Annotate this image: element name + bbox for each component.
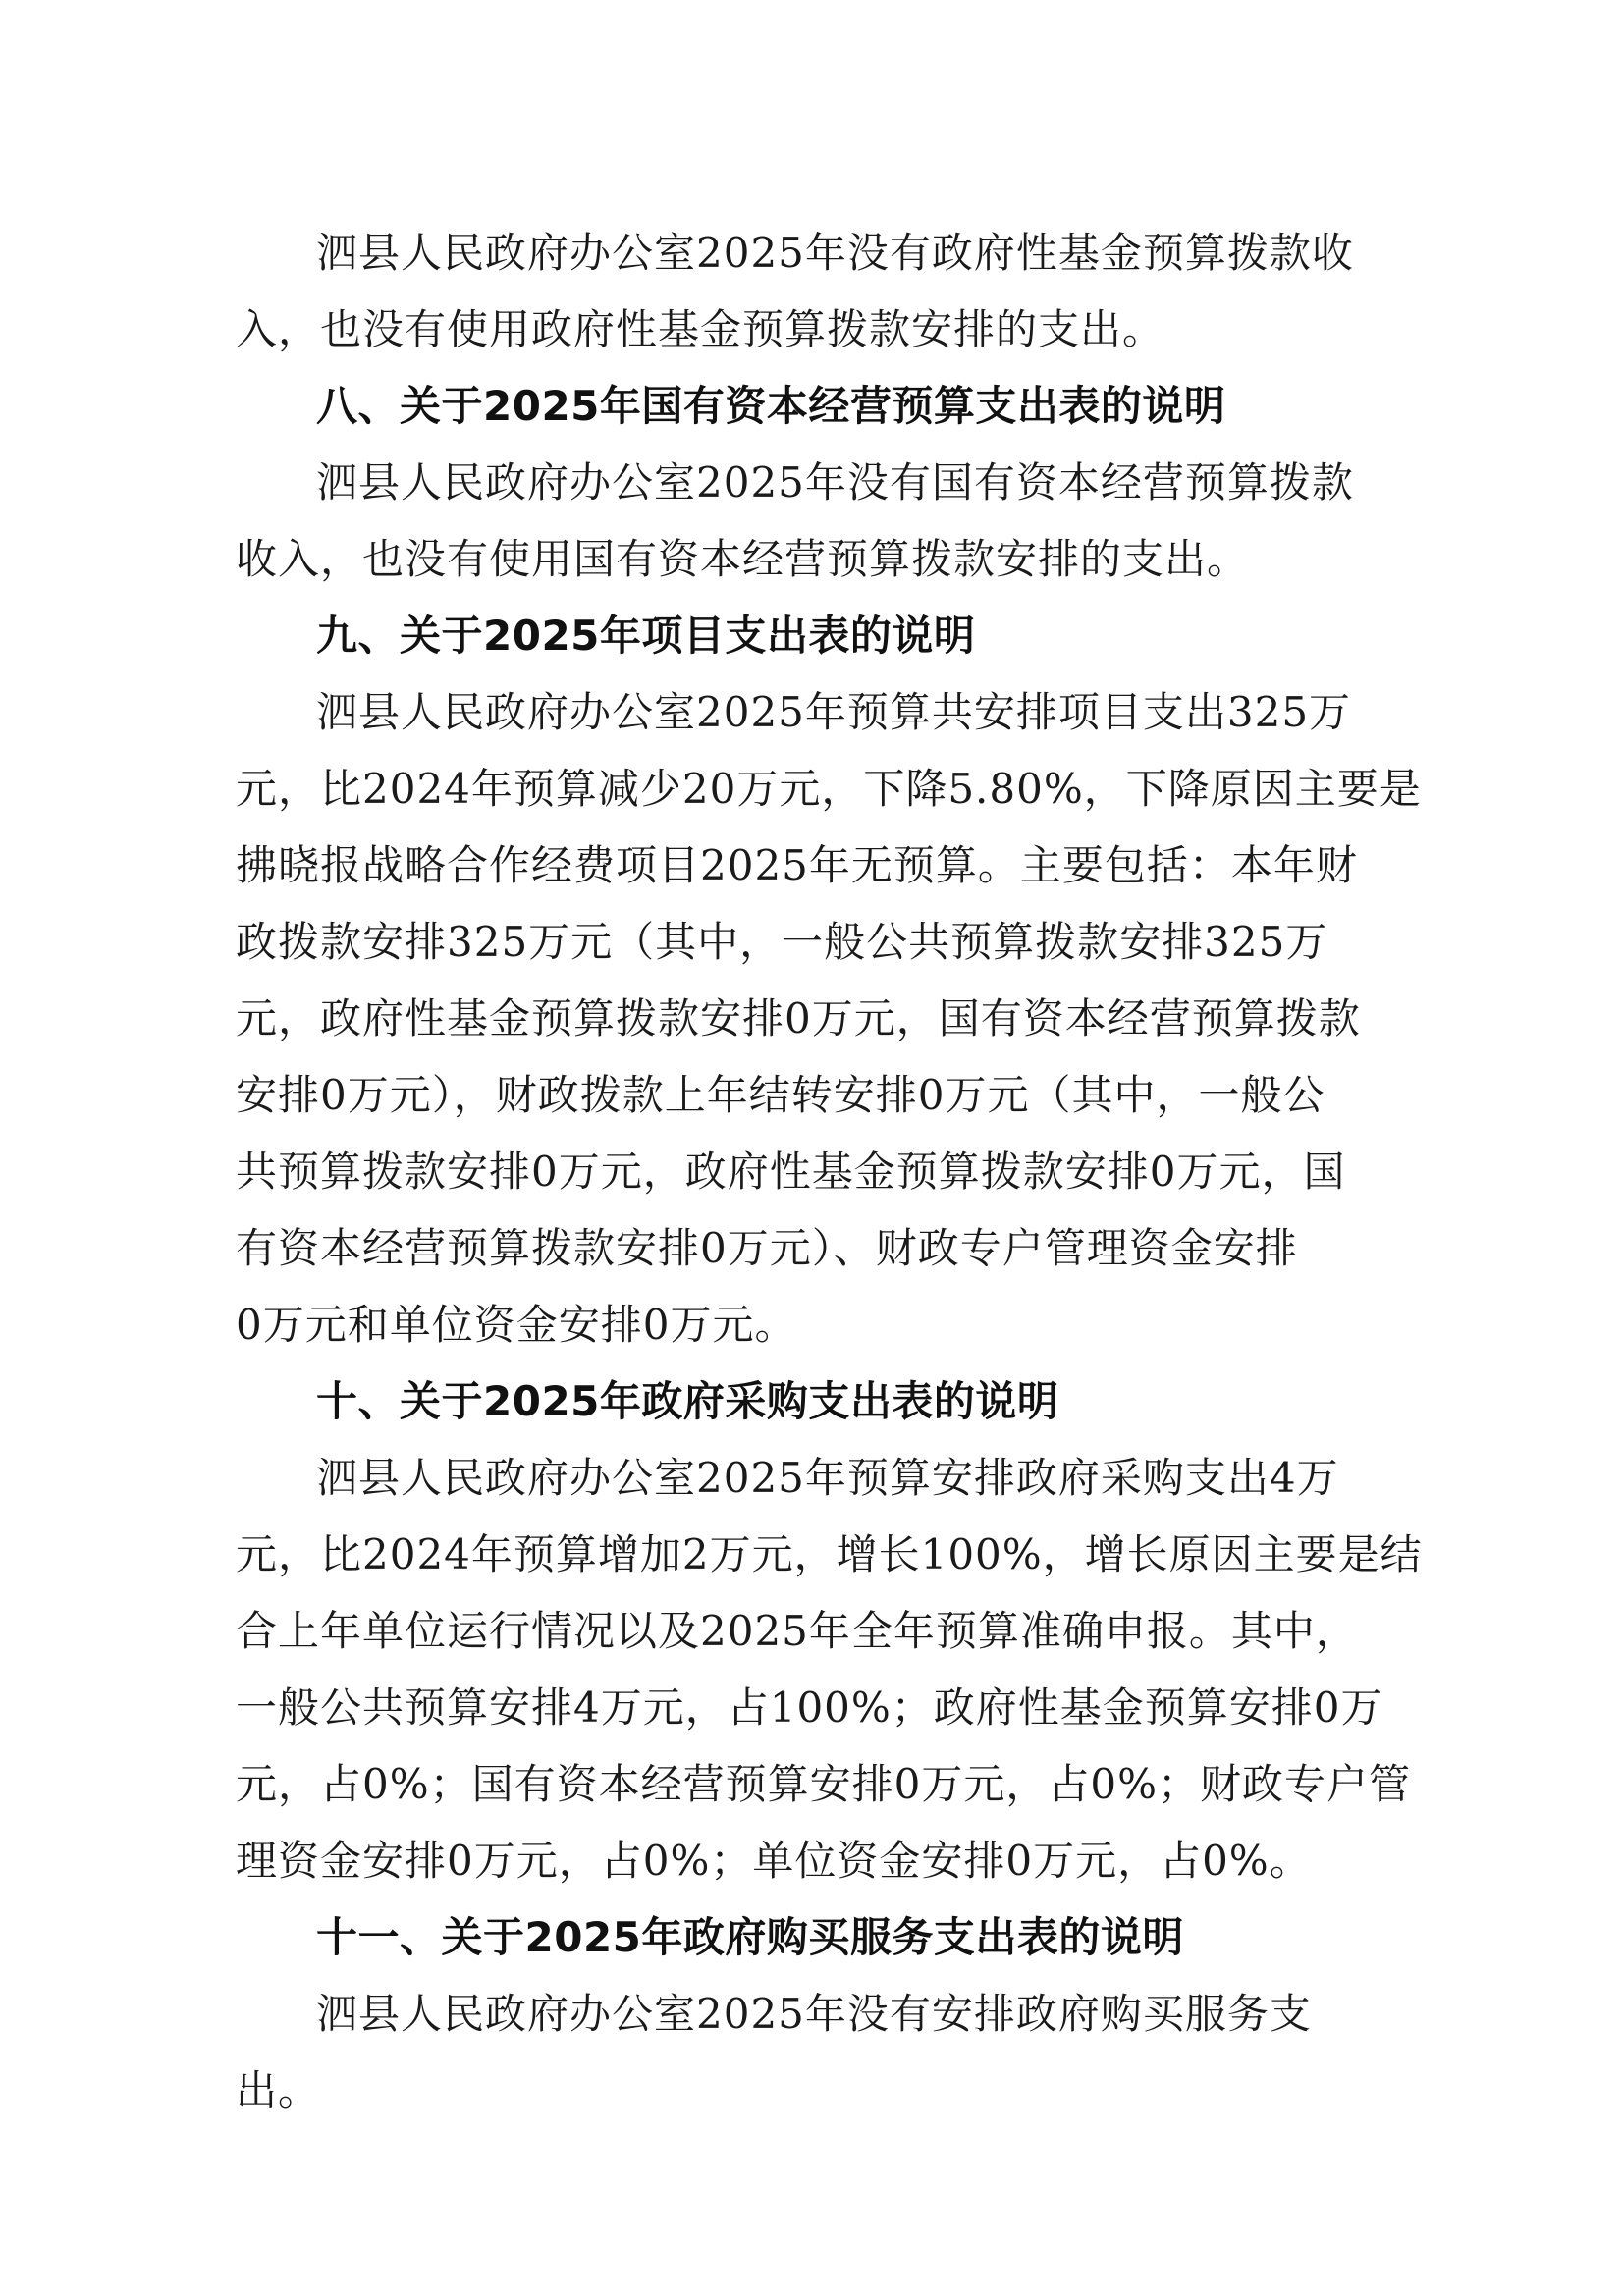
paragraph-line: 理资金安排0万元，占0%；单位资金安排0万元，占0%。 [236, 1837, 1312, 1885]
paragraph-line: 出。 [236, 2066, 321, 2114]
paragraph-line: 拂晓报战略合作经费项目2025年无预算。主要包括：本年财 [236, 841, 1358, 889]
paragraph-line: 元，比2024年预算减少20万元，下降5.80%，下降原因主要是 [236, 765, 1422, 813]
paragraph-line: 共预算拨款安排0万元，政府性基金预算拨款安排0万元，国 [236, 1148, 1346, 1196]
paragraph-line: 一般公共预算安排4万元，占100%；政府性基金预算安排0万 [236, 1683, 1383, 1732]
section-heading-9: 九、关于2025年项目支出表的说明 [316, 612, 976, 660]
paragraph-line: 合上年单位运行情况以及2025年全年预算准确申报。其中， [236, 1607, 1358, 1655]
paragraph-line: 入，也没有使用政府性基金预算拨款安排的支出。 [236, 305, 1165, 353]
section-heading-11: 十一、关于2025年政府购买服务支出表的说明 [316, 1913, 1184, 1961]
paragraph-line: 0万元和单位资金安排0万元。 [236, 1301, 797, 1349]
paragraph-line: 收入，也没有使用国有资本经营预算拨款安排的支出。 [236, 535, 1250, 583]
paragraph-line: 安排0万元），财政拨款上年结转安排0万元（其中，一般公 [236, 1071, 1325, 1119]
paragraph-line: 元，比2024年预算增加2万元，增长100%，增长原因主要是结 [236, 1530, 1423, 1578]
section-heading-10: 十、关于2025年政府采购支出表的说明 [316, 1377, 1059, 1425]
paragraph-line: 元，政府性基金预算拨款安排0万元，国有资本经营预算拨款 [236, 994, 1361, 1042]
paragraph-line: 泗县人民政府办公室2025年没有安排政府购买服务支 [316, 1990, 1312, 2038]
paragraph-line: 元，占0%；国有资本经营预算安排0万元，占0%；财政专户管 [236, 1760, 1411, 1808]
paragraph-line: 泗县人民政府办公室2025年没有国有资本经营预算拨款 [316, 458, 1354, 507]
paragraph-line: 泗县人民政府办公室2025年预算安排政府采购支出4万 [316, 1454, 1339, 1502]
paragraph-line: 泗县人民政府办公室2025年没有政府性基金预算拨款收 [316, 229, 1354, 277]
paragraph-line: 泗县人民政府办公室2025年预算共安排项目支出325万 [316, 688, 1352, 736]
section-heading-8: 八、关于2025年国有资本经营预算支出表的说明 [316, 382, 1226, 430]
paragraph-line: 有资本经营预算拨款安排0万元）、财政专户管理资金安排 [236, 1224, 1298, 1272]
paragraph-line: 政拨款安排325万元（其中，一般公共预算拨款安排325万 [236, 918, 1328, 966]
